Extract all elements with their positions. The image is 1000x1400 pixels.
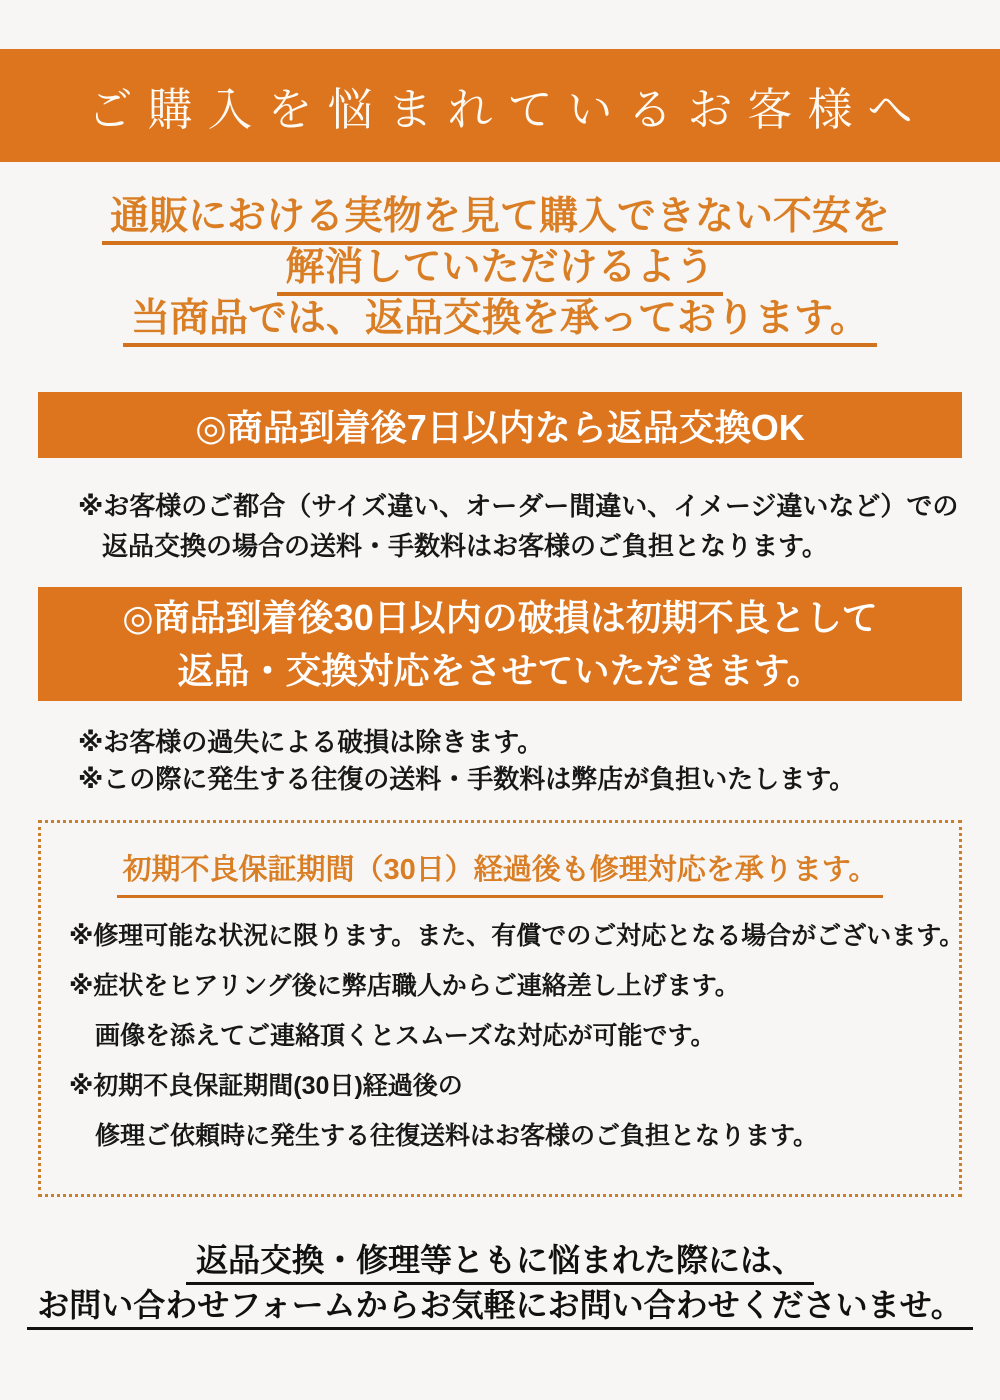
note-line: ※お客様の過失による破損は除きます。 bbox=[78, 727, 544, 757]
intro-line-text: 解消していただけるよう bbox=[277, 244, 722, 296]
intro-line bbox=[0, 295, 1000, 346]
seven-day-return-banner bbox=[38, 392, 962, 458]
intro-line bbox=[0, 244, 1000, 295]
note-line: 返品交換の場合の送料・手数料はお客様のご負担となります。 bbox=[102, 531, 828, 561]
repair-note-line: 修理ご依頼時に発生する往復送料はお客様のご負担となります。 bbox=[95, 1122, 819, 1150]
header-banner bbox=[0, 49, 1000, 162]
repair-box-title: 初期不良保証期間（30日）経過後も修理対応を承ります。 bbox=[117, 847, 884, 898]
contact-line-text: 返品交換・修理等ともに悩まれた際には、 bbox=[186, 1240, 814, 1285]
thirty-day-banner-line: 返品・交換対応をさせていただきます。 bbox=[177, 650, 823, 691]
intro-line bbox=[0, 193, 1000, 244]
repair-service-box bbox=[38, 820, 965, 1197]
thirty-day-damage-banner bbox=[38, 587, 962, 701]
page-title: ご購入を悩まれているお客様へ bbox=[87, 85, 928, 135]
seven-day-return-label: ◎商品到着後7日以内なら返品交換OK bbox=[195, 406, 805, 448]
seven-day-note bbox=[78, 486, 958, 566]
note-line: ※お客様のご都合（サイズ違い、オーダー間違い、イメージ違いなど）での bbox=[78, 491, 959, 521]
note-line: ※この際に発生する往復の送料・手数料は弊店が負担いたします。 bbox=[78, 764, 856, 794]
repair-box-notes bbox=[69, 914, 965, 1164]
intro-statement bbox=[0, 193, 1000, 346]
intro-line-text: 当商品では、返品交換を承っております。 bbox=[123, 295, 877, 347]
contact-line-text: お問い合わせフォームからお気軽にお問い合わせくださいませ。 bbox=[27, 1285, 972, 1330]
contact-statement bbox=[0, 1238, 1000, 1328]
contact-line bbox=[0, 1238, 1000, 1283]
repair-note-line: ※初期不良保証期間(30日)経過後の bbox=[69, 1072, 463, 1100]
repair-note-line: ※修理可能な状況に限ります。また、有償でのご対応となる場合がございます。 bbox=[69, 922, 965, 950]
contact-line bbox=[0, 1283, 1000, 1328]
repair-note-line: ※症状をヒアリング後に弊店職人からご連絡差し上げます。 bbox=[69, 972, 740, 1000]
repair-box-title-row bbox=[41, 847, 959, 887]
thirty-day-notes bbox=[78, 724, 855, 798]
intro-line-text: 通販における実物を見て購入できない不安を bbox=[102, 193, 898, 245]
thirty-day-banner-line: ◎商品到着後30日以内の破損は初期不良として bbox=[122, 597, 878, 638]
repair-note-line: 画像を添えてご連絡頂くとスムーズな対応が可能です。 bbox=[95, 1022, 716, 1050]
